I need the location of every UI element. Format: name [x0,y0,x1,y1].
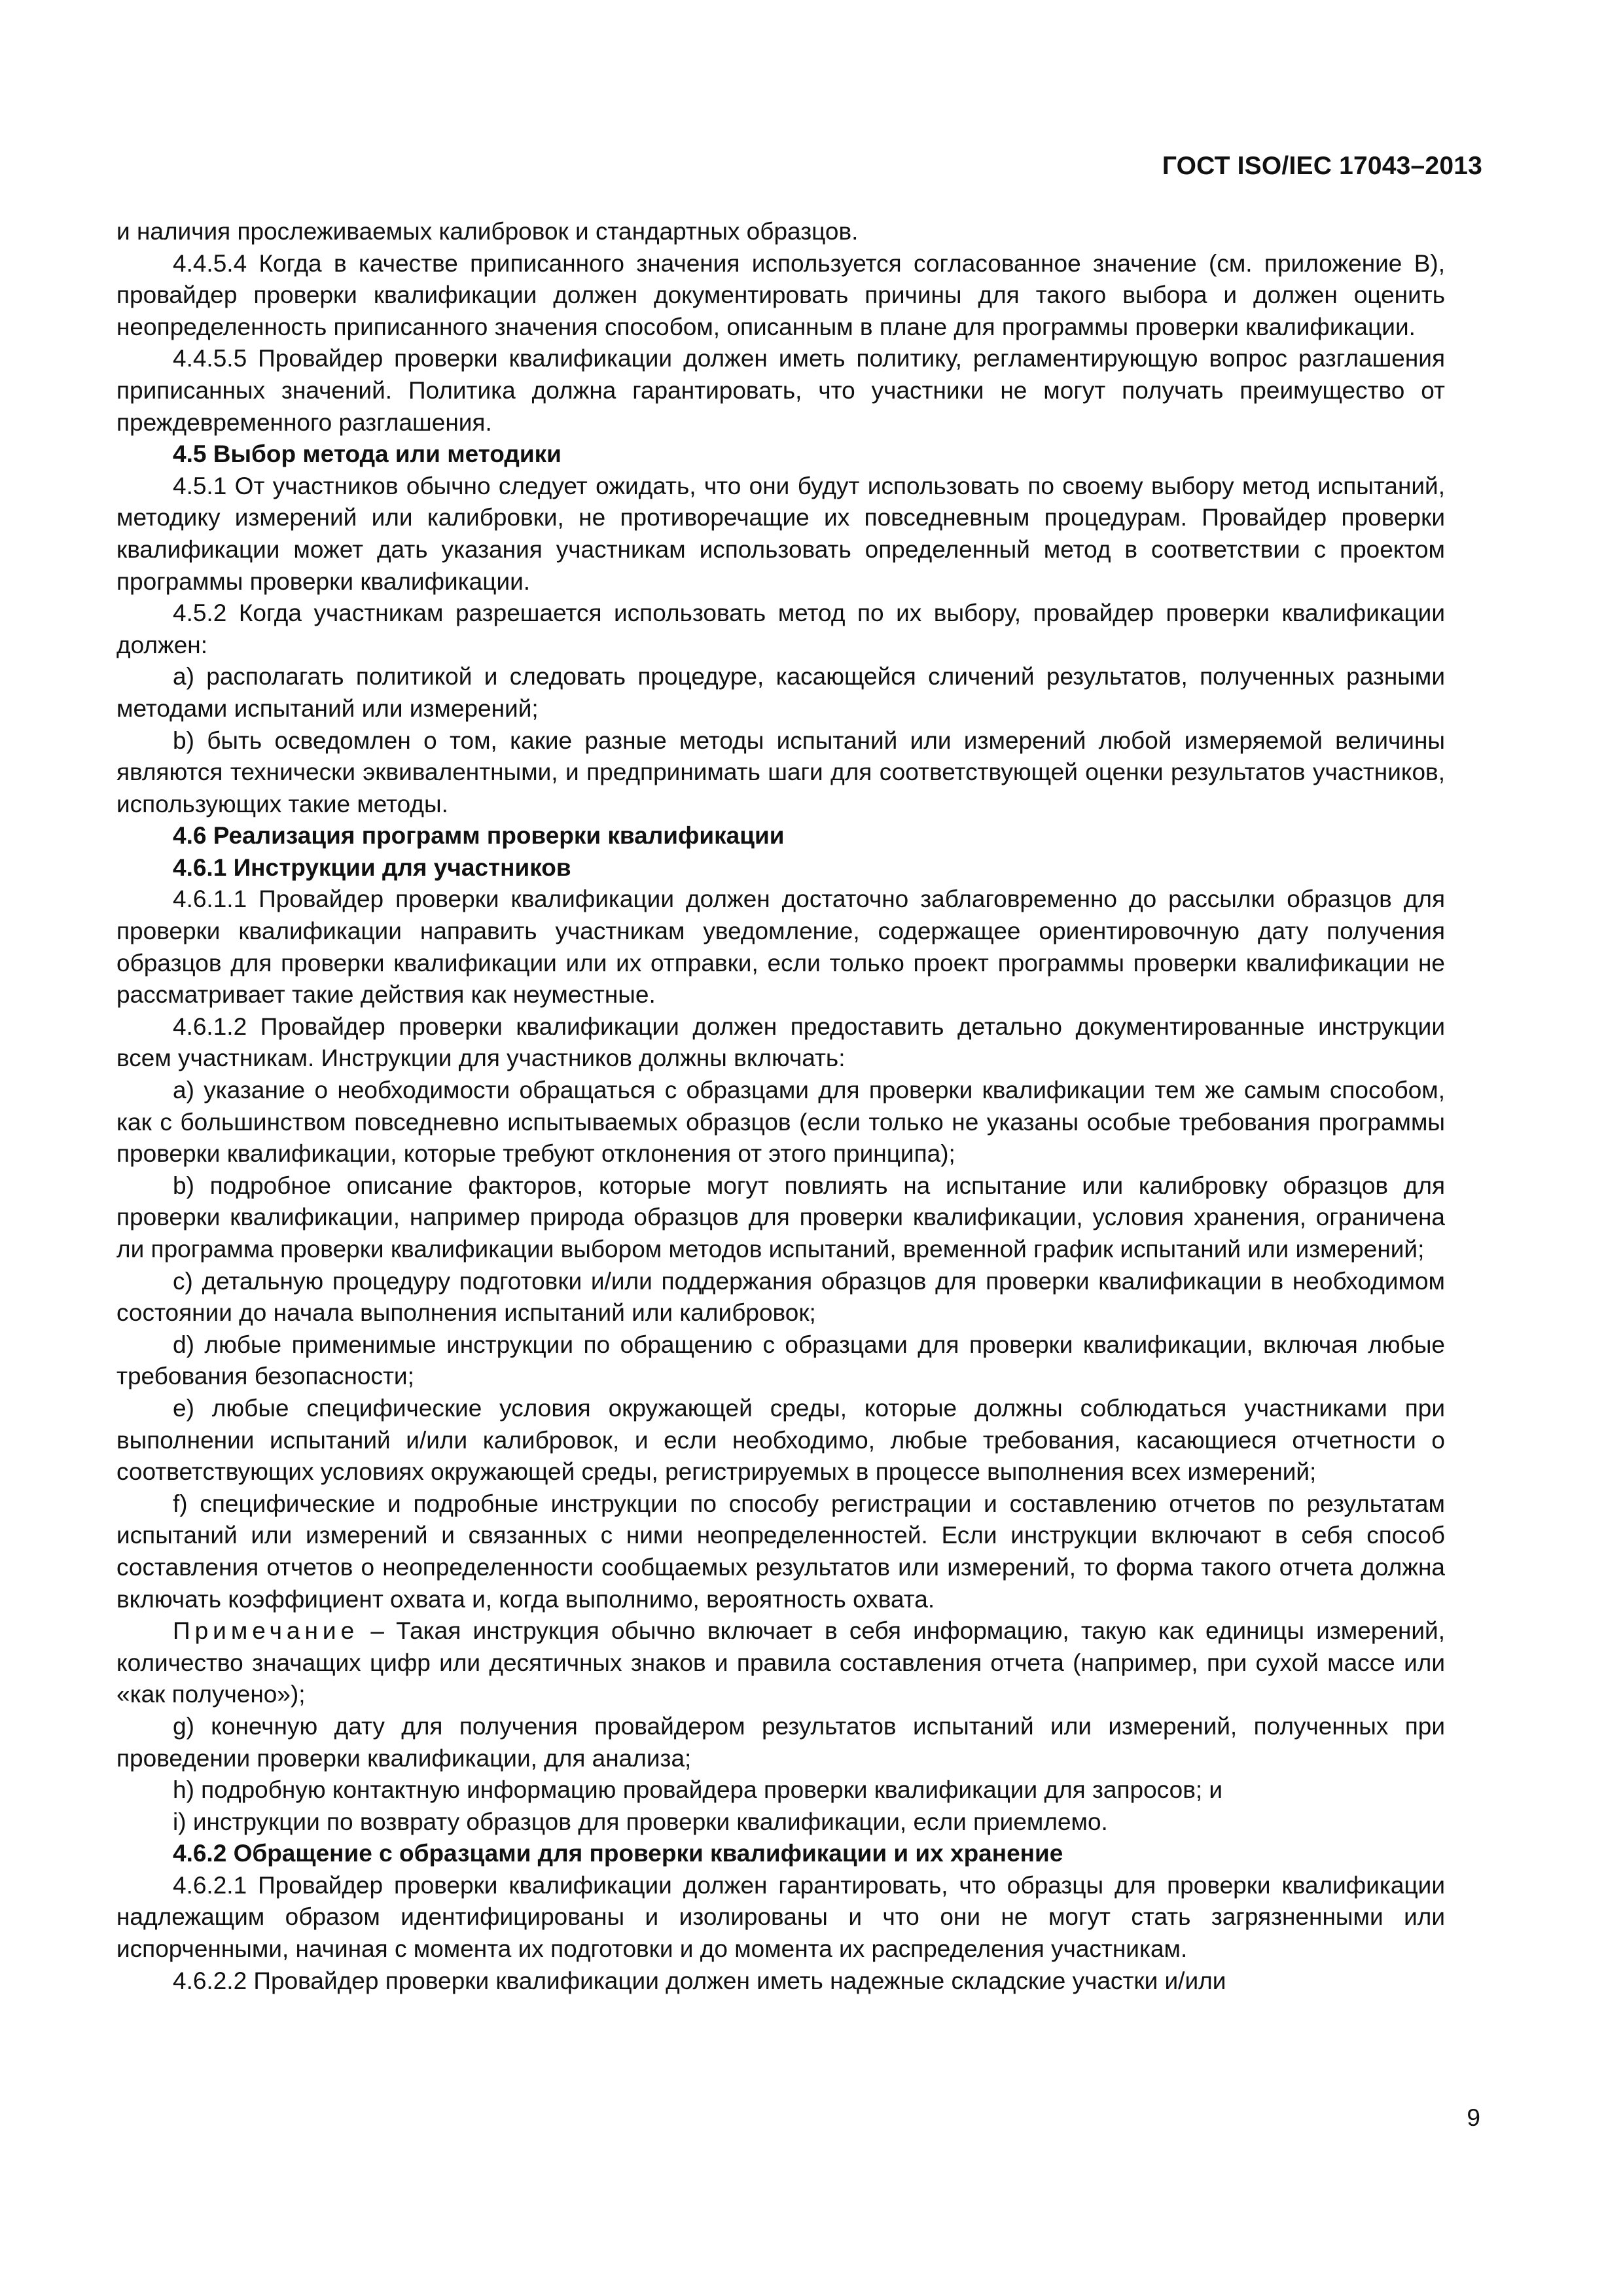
paragraph [116,471,1445,598]
paragraph-text: 4.6.1.1 Провайдер проверки квалификации должен достаточно заблаговременно до рассылки образцов для проверки квалификации направить участникам уведомление, содержащее ориентировочную дату получения образцов для проверки квалификации или их отправки, если только проект программы проверки квалификации не рассматривает такие действия как неуместные. [116,886,1445,1009]
paragraph-text: 4.6.1 Инструкции для участников [173,853,571,881]
paragraph [116,1011,1445,1075]
section-heading [116,439,1445,471]
paragraph [116,1965,1445,1998]
paragraph-text: i) инструкции по возврату образцов для проверки квалификации, если приемлемо. [173,1808,1108,1835]
paragraph-text: 4.4.5.5 Провайдер проверки квалификации должен иметь политику, регламентирующую вопрос разглашения приписанных значений. Политика должна гарантировать, что участники не могут получать преимущество от преждевременного разглашения. [116,345,1445,436]
paragraph-text: 4.6 Реализация программ проверки квалификации [173,822,785,850]
paragraph [116,1615,1445,1711]
page-number: 9 [1467,2104,1480,2131]
paragraph [116,216,1445,248]
paragraph-text: h) подробную контактную информацию провайдера проверки квалификации для запросов; и [173,1776,1223,1804]
paragraph-text: е) любые специфические условия окружающей среды, которые должны соблюдаться участниками при выполнении испытаний и/или калибровок, и если необходимо, любые требования, касающиеся отчетности о соответствующих условиях окружающей среды, регистрируемых в процессе выполнения всех измерений; [116,1394,1445,1486]
paragraph [116,884,1445,1011]
paragraph [116,725,1445,821]
paragraph-text: – Такая инструкция обычно включает в себя информацию, такую как единицы измерений, количество значащих цифр или десятичных знаков и правила составления отчета (например, при сухой массе или «как получено»); [116,1617,1445,1708]
paragraph [116,1075,1445,1170]
paragraph-text: b) быть осведомлен о том, какие разные методы испытаний или измерений любой измеряемой величины являются технически эквивалентными, и предпринимать шаги для соответствующей оценки результатов участников, использующих такие методы. [116,726,1445,817]
paragraph [116,1393,1445,1488]
paragraph-text: b) подробное описание факторов, которые могут повлиять на испытание или калибровку образцов для проверки квалификации, например природа образцов для проверки квалификации, условия хранения, ограничена ли программа проверки квалификации выбором методов испытаний, временной график испытаний или измерений; [116,1172,1445,1263]
paragraph-text: 4.5.1 От участников обычно следует ожидать, что они будут использовать по своему выбору метод испытаний, методику измерений или калибровки, не противоречащие их повседневным процедурам. Провайдер проверки квалификации может дать указания участникам использовать определенный метод в соответствии с проектом программы проверки квалификации. [116,472,1445,595]
paragraph-text: а) располагать политикой и следовать процедуре, касающейся сличений результатов, полученных разными методами испытаний или измерений; [116,663,1445,722]
document-body [116,216,1445,1997]
paragraph-text: и наличия прослеживаемых калибровок и стандартных образцов. [116,218,859,245]
paragraph-text: d) любые применимые инструкции по обращению с образцами для проверки квалификации, включая любые требования безопасности; [116,1331,1445,1390]
paragraph-text: g) конечную дату для получения провайдером результатов испытаний или измерений, полученных при проведении проверки квалификации, для анализа; [116,1712,1445,1772]
document-header: ГОСТ ISO/IEC 17043–2013 [1162,152,1482,180]
paragraph-text: 4.6.2.1 Провайдер проверки квалификации должен гарантировать, что образцы для проверки квалификации надлежащим образом идентифицированы и изолированы и что они не могут стать загрязненными или испорченными, начиная с момента их подготовки и до момента их распределения участникам. [116,1871,1445,1963]
paragraph [116,1488,1445,1615]
paragraph-text: 4.4.5.4 Когда в качестве приписанного значения используется согласованное значение (см. приложение В), провайдер проверки квалификации должен документировать причины для такого выбора и должен оценить неопределенность приписанного значения способом, описанным в плане для программы проверки квалификации. [116,249,1445,340]
paragraph [116,248,1445,344]
paragraph-text: 4.6.1.2 Провайдер проверки квалификации должен предоставить детально документированные инструкции всем участникам. Инструкции для участников должны включать: [116,1013,1445,1072]
paragraph [116,1266,1445,1329]
paragraph-text: 4.5 Выбор метода или методики [173,440,562,468]
section-heading [116,820,1445,852]
paragraph [116,1774,1445,1806]
paragraph-text: f) специфические и подробные инструкции по способу регистрации и составлению отчетов по результатам испытаний или измерений и связанных с ними неопределенностей. Если инструкции включают в себя способ составления отчетов о неопределенности сообщаемых результатов или измерений, то форма такого отчета должна включать коэффициент охвата и, когда выполнимо, вероятность охвата. [116,1490,1445,1613]
section-heading [116,1838,1445,1870]
paragraph [116,1170,1445,1266]
paragraph [116,1870,1445,1965]
paragraph [116,1711,1445,1774]
paragraph-text: 4.6.2 Обращение с образцами для проверки квалификации и их хранение [173,1840,1063,1867]
section-heading [116,852,1445,884]
paragraph-text: а) указание о необходимости обращаться с образцами для проверки квалификации тем же самым способом, как с большинством повседневно испытываемых образцов (если только не указаны особые требования программы проверки квалификации, которые требуют отклонения от этого принципа); [116,1077,1445,1168]
paragraph [116,343,1445,439]
note-label: Примечание [173,1617,359,1645]
paragraph [116,598,1445,661]
paragraph-text: 4.6.2.2 Провайдер проверки квалификации должен иметь надежные складские участки и/или [173,1967,1226,1994]
paragraph [116,661,1445,725]
paragraph-text: 4.5.2 Когда участникам разрешается использовать метод по их выбору, провайдер проверки квалификации должен: [116,600,1445,658]
paragraph [116,1806,1445,1839]
paragraph [116,1329,1445,1393]
paragraph-text: с) детальную процедуру подготовки и/или поддержания образцов для проверки квалификации в необходимом состоянии до начала выполнения испытаний или калибровок; [116,1267,1445,1327]
